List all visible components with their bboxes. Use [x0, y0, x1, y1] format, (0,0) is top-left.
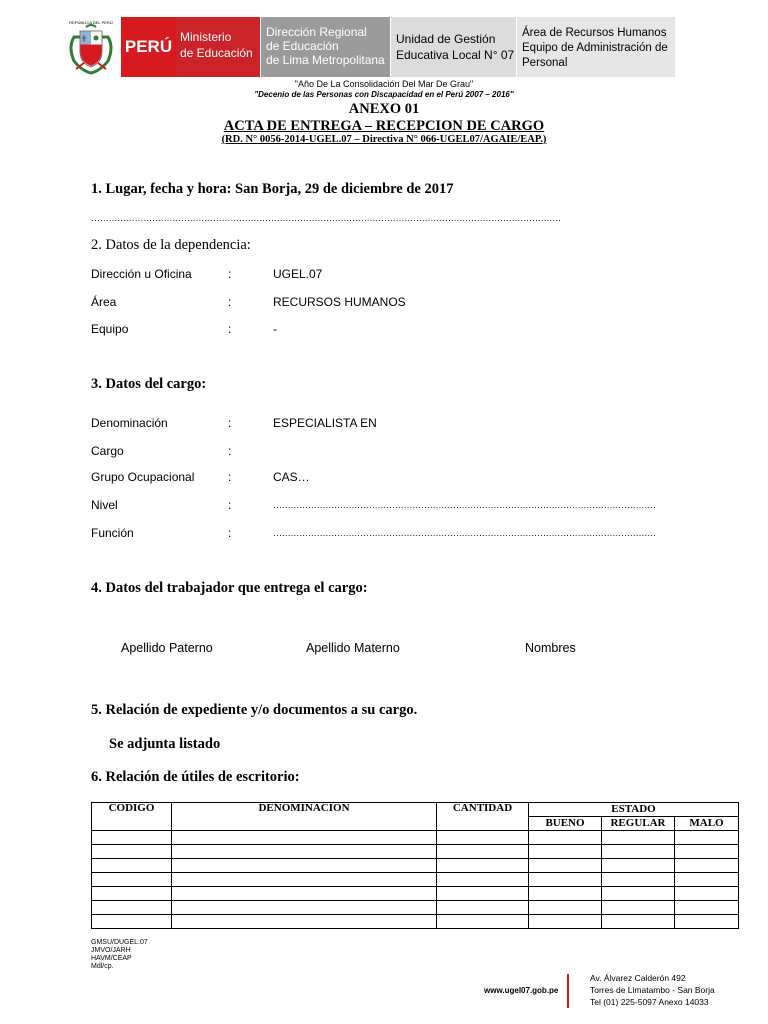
table-cell: [675, 873, 739, 887]
table-cell: [529, 845, 602, 859]
coat-of-arms-logo: [64, 17, 118, 77]
drelm-line1: Dirección Regional: [266, 25, 367, 39]
table-cell: [172, 831, 437, 845]
field-value: CAS…: [273, 470, 310, 484]
initials-line: HAVM/CEAP: [91, 955, 132, 962]
table-cell: [602, 859, 675, 873]
document-title: ACTA DE ENTREGA – RECEPCION DE CARGO: [223, 118, 545, 134]
column-header: CODIGO: [92, 803, 172, 831]
table-cell: [92, 915, 172, 929]
table-cell: [529, 873, 602, 887]
table-cell: [437, 859, 529, 873]
field-label: Grupo Ocupacional: [91, 470, 195, 484]
area-line1: Área de Recursos Humanos: [522, 27, 667, 39]
column-header: ESTADO: [529, 803, 739, 817]
colon: :: [228, 498, 232, 512]
table-cell: [92, 859, 172, 873]
section-5-heading: 5. Relación de expediente y/o documentos a su cargo.: [91, 702, 418, 718]
initials-line: JMVO/JARH: [91, 947, 131, 954]
ugel-line1: Unidad de Gestión: [396, 32, 496, 46]
field-value: -: [273, 322, 277, 336]
address-line: Torres de Limatambo - San Borja: [590, 985, 715, 995]
field-label: Dirección u Oficina: [91, 267, 192, 281]
field-label: Nivel: [91, 498, 118, 512]
section-1-heading: 1. Lugar, fecha y hora: San Borja, 29 de diciembre de 2017: [91, 181, 454, 197]
ministry-brand: [176, 17, 260, 77]
table-row: [92, 859, 739, 873]
table-cell: [437, 901, 529, 915]
field-value: UGEL.07: [273, 267, 323, 281]
dotted-line: ………………………………………………………………………………………………………………………………………………: [91, 213, 561, 223]
table-cell: [602, 915, 675, 929]
table-cell: [437, 887, 529, 901]
peru-label: PERÚ: [124, 37, 173, 56]
table-cell: [172, 901, 437, 915]
colon: :: [228, 444, 232, 458]
area-brand: [517, 17, 675, 77]
table-cell: [602, 845, 675, 859]
table-row: [92, 915, 739, 929]
annex-title: ANEXO 01: [348, 101, 420, 117]
table-cell: [437, 915, 529, 929]
table-cell: [437, 831, 529, 845]
table-cell: [529, 831, 602, 845]
table-cell: [602, 831, 675, 845]
address-line: Av. Álvarez Calderón 492: [590, 973, 686, 983]
table-cell: [92, 845, 172, 859]
table-cell: [675, 831, 739, 845]
table-cell: [437, 873, 529, 887]
colon: :: [228, 267, 232, 281]
table-cell: [172, 859, 437, 873]
table-cell: [602, 873, 675, 887]
drelm-line2: de Educación: [266, 39, 339, 53]
column-header: DENOMINACION: [172, 803, 437, 831]
table-cell: [92, 887, 172, 901]
resolution-reference: (RD. N° 0056-2014-UGEL.07 – Directiva N° 066-UGEL07/AGAIE/EAP.): [221, 134, 547, 145]
table-cell: [675, 915, 739, 929]
field-value: ……………………………………………………………………………………………………………………: [273, 528, 656, 538]
table-cell: [602, 901, 675, 915]
section-2-heading: 2. Datos de la dependencia:: [91, 237, 251, 253]
field-label: Equipo: [91, 322, 129, 336]
column-header: CANTIDAD: [437, 803, 529, 831]
year-motto: "Año De La Consolidación Del Mar De Grau": [294, 79, 474, 89]
table-cell: [675, 845, 739, 859]
area-line2: Equipo de Administración de: [522, 42, 668, 54]
ministry-line2: de Educación: [180, 46, 253, 60]
footer-divider: [567, 974, 569, 1008]
table-cell: [602, 887, 675, 901]
table-cell: [675, 901, 739, 915]
table-cell: [172, 887, 437, 901]
address-block: [590, 972, 715, 1008]
colon: :: [228, 322, 232, 336]
table-header-row: [92, 803, 739, 817]
table-cell: [172, 845, 437, 859]
shield-caption: REPÚBLICA DEL PERÚ: [69, 20, 113, 25]
field-label: Cargo: [91, 444, 124, 458]
peru-brand: [121, 17, 176, 77]
table-row: [92, 873, 739, 887]
colon: :: [228, 526, 232, 540]
table-row: [92, 831, 739, 845]
ministry-line1: Ministerio: [180, 30, 232, 44]
table-cell: [529, 859, 602, 873]
table-cell: [92, 873, 172, 887]
maternal-surname-label: Apellido Materno: [306, 641, 400, 655]
attached-list-note: Se adjunta listado: [109, 736, 221, 752]
field-value: ……………………………………………………………………………………………………………………: [273, 500, 656, 510]
field-label: Área: [91, 295, 117, 309]
column-header: BUENO: [529, 817, 602, 831]
field-value: ESPECIALISTA EN: [273, 416, 377, 430]
field-label: Función: [91, 526, 134, 540]
table-cell: [675, 887, 739, 901]
column-header: REGULAR: [602, 817, 675, 831]
phone-line: Tel (01) 225-5097 Anexo 14033: [590, 997, 709, 1007]
table-cell: [172, 873, 437, 887]
table-cell: [172, 915, 437, 929]
colon: :: [228, 295, 232, 309]
first-names-label: Nombres: [525, 641, 576, 655]
section-4-heading: 4. Datos del trabajador que entrega el cargo:: [91, 580, 368, 596]
decade-motto: "Decenio de las Personas con Discapacidad en el Perú 2007 – 2016": [254, 90, 514, 99]
paternal-surname-label: Apellido Paterno: [121, 641, 213, 655]
table-cell: [92, 831, 172, 845]
table-cell: [675, 859, 739, 873]
initials-block: [91, 939, 148, 971]
field-value: RECURSOS HUMANOS: [273, 295, 406, 309]
column-header: MALO: [675, 817, 739, 831]
section-3-heading: 3. Datos del cargo:: [91, 376, 207, 392]
ugel-brand: [391, 17, 516, 77]
table-row: [92, 845, 739, 859]
supplies-table: [91, 802, 739, 929]
initials-line: Mdl/cp.: [91, 963, 114, 970]
table-cell: [529, 901, 602, 915]
initials-line: GMSU/DUGEL.07: [91, 939, 148, 946]
table-cell: [529, 887, 602, 901]
ugel-line2: Educativa Local N° 07: [396, 48, 515, 62]
website-link[interactable]: www.ugel07.gob.pe: [484, 986, 559, 995]
shield-icon: [64, 17, 118, 77]
table-cell: [437, 845, 529, 859]
table-cell: [92, 901, 172, 915]
colon: :: [228, 470, 232, 484]
section-6-heading: 6. Relación de útiles de escritorio:: [91, 769, 300, 785]
table-cell: [529, 915, 602, 929]
table-row: [92, 887, 739, 901]
colon: :: [228, 416, 232, 430]
drelm-line3: de Lima Metropolitana: [266, 53, 385, 67]
field-label: Denominación: [91, 416, 168, 430]
drelm-brand: [261, 17, 390, 77]
area-line3: Personal: [522, 57, 568, 69]
table-row: [92, 901, 739, 915]
